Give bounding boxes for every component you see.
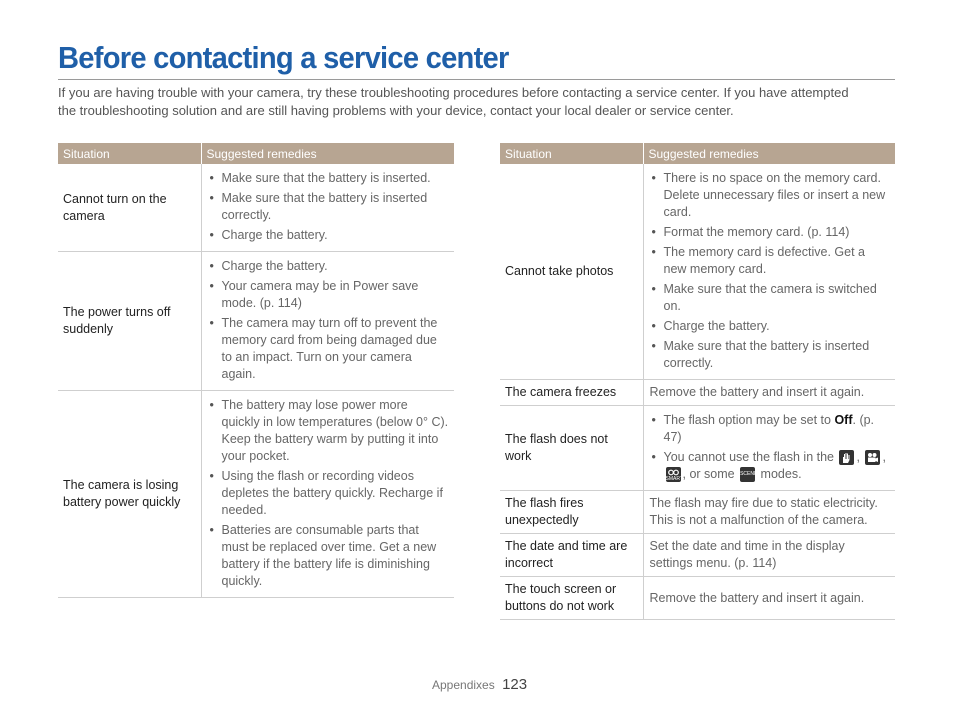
scene-icon [740, 467, 758, 482]
situation-cell: The flash fires unexpectedly [500, 491, 643, 534]
remedy-cell [643, 164, 895, 380]
remedy-cell [201, 391, 454, 598]
header-situation: Situation [58, 143, 201, 164]
remedy-item: • Batteries are consumable parts that must be replaced over time. Get a new battery if the battery life is diminishing quickly. [208, 522, 450, 590]
header-situation: Situation [500, 143, 643, 164]
smart-auto-icon [666, 467, 681, 482]
remedy-item: • Charge the battery. [208, 227, 450, 244]
footer-section: Appendixes [432, 678, 495, 692]
situation-cell: The flash does not work [500, 406, 643, 491]
movie-mode-icon [865, 450, 880, 465]
flash-off-label: Off [834, 413, 853, 427]
situation-cell: The date and time are incorrect [500, 534, 643, 577]
situation-cell: The touch screen or buttons do not work [500, 577, 643, 620]
troubleshooting-table-left [58, 143, 454, 598]
remedy-item: • Make sure that the camera is switched on. [650, 281, 891, 315]
remedy-item: • The camera may turn off to prevent the memory card from being damaged due to an impact. Turn on your camera again. [208, 315, 450, 383]
intro-line: If you are having trouble with your camera, try these troubleshooting procedures before contacting a service center. If you have attempted [58, 85, 849, 100]
remedy-item [650, 449, 891, 483]
table-row [58, 164, 454, 252]
remedy-list [650, 412, 891, 483]
table-row [58, 391, 454, 598]
remedy-item: • Make sure that the battery is inserted. [208, 170, 450, 187]
remedy-item: • Using the flash or recording videos depletes the battery quickly. Recharge if needed. [208, 468, 450, 519]
page-number: 123 [502, 676, 528, 693]
situation-cell: Cannot take photos [500, 164, 643, 380]
scene-label: SCENE [740, 471, 758, 478]
scene-mode-hand-icon [839, 450, 854, 465]
remedy-cell [201, 164, 454, 252]
situation-cell: The camera freezes [500, 380, 643, 406]
intro-line: the troubleshooting solution and are still having problems with your device, contact your local dealer or service center. [58, 103, 734, 118]
table-header-row [58, 143, 454, 164]
remedy-text: , or some [682, 467, 739, 481]
page-footer [432, 676, 527, 693]
remedy-cell: Set the date and time in the display settings menu. (p. 114) [643, 534, 895, 577]
remedy-text: modes. [757, 467, 802, 481]
remedy-item: • The battery may lose power more quickly in low temperatures (below 0° C). Keep the battery warm by putting it into your pocket. [208, 397, 450, 465]
table-header-row [500, 143, 895, 164]
remedy-list [650, 170, 891, 372]
remedy-item: • There is no space on the memory card. Delete unnecessary files or insert a new card. [650, 170, 891, 221]
remedy-text: , [856, 450, 864, 464]
remedy-list [208, 397, 450, 590]
remedy-list [208, 258, 450, 383]
remedy-item [650, 412, 891, 446]
troubleshooting-table-right [500, 143, 895, 620]
remedy-cell: The flash may fire due to static electricity. This is not a malfunction of the camera. [643, 491, 895, 534]
remedy-text: You cannot use the flash in the [663, 450, 838, 464]
remedy-item: • Your camera may be in Power save mode. (p. 114) [208, 278, 450, 312]
table-row [58, 252, 454, 391]
remedy-text: , [882, 450, 886, 464]
header-remedies: Suggested remedies [643, 143, 895, 164]
intro-paragraph [58, 84, 898, 120]
remedy-item: • The memory card is defective. Get a new memory card. [650, 244, 891, 278]
remedy-text: The flash option may be set to [663, 413, 835, 427]
table-row [500, 491, 895, 534]
page-title: Before contacting a service center [58, 40, 509, 75]
situation-cell: Cannot turn on the camera [58, 164, 201, 252]
header-remedies: Suggested remedies [201, 143, 454, 164]
remedy-item: • Charge the battery. [208, 258, 450, 275]
table-row [500, 380, 895, 406]
table-row [500, 534, 895, 577]
remedy-text: . (p. 47) [663, 413, 875, 444]
table-row [500, 577, 895, 620]
remedy-cell [643, 406, 895, 491]
smart-label: SMART [665, 476, 683, 483]
title-divider [58, 79, 895, 80]
remedy-cell: Remove the battery and insert it again. [643, 577, 895, 620]
remedy-cell [201, 252, 454, 391]
remedy-item: • Make sure that the battery is inserted correctly. [208, 190, 450, 224]
remedy-list [208, 170, 450, 244]
situation-cell: The power turns off suddenly [58, 252, 201, 391]
remedy-item: • Make sure that the battery is inserted correctly. [650, 338, 891, 372]
remedy-item: • Format the memory card. (p. 114) [650, 224, 891, 241]
situation-cell: The camera is losing battery power quickly [58, 391, 201, 598]
table-row [500, 164, 895, 380]
table-row [500, 406, 895, 491]
remedy-cell: Remove the battery and insert it again. [643, 380, 895, 406]
remedy-item: • Charge the battery. [650, 318, 891, 335]
